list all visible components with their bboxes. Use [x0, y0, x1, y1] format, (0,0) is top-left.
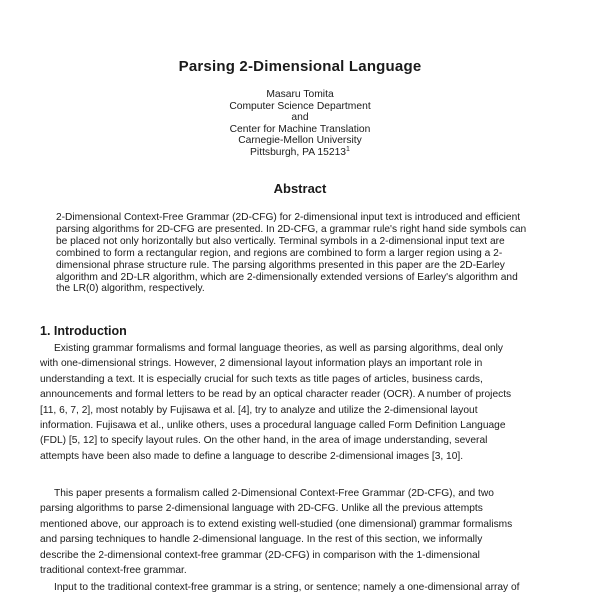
paragraph-line: attempts have been also made to define a language to describe 2-dimensional images [3, 10].: [40, 450, 464, 462]
abstract-line: be placed not only horizontally but also vertically. Terminal symbols in a 2-dimensional input text are: [56, 235, 505, 247]
paragraph-line: [40, 341, 570, 356]
paragraph-line-text: Input to the traditional context-free grammar is a string, or sentence; namely a one-dimensional array of: [54, 582, 520, 593]
paragraph-line: understanding a text. It is especially crucial for such texts as title pages of articles, business cards,: [40, 373, 483, 385]
paragraph-line: information. Fujisawa et al., unlike others, uses a procedural language called Form Definition Language: [40, 420, 506, 432]
section-heading-introduction: 1. Introduction: [40, 324, 127, 338]
abstract-line: the LR(0) algorithm, respectively.: [56, 283, 205, 295]
paragraph-line: with one-dimensional strings. However, 2 dimensional layout information plays an important role in: [40, 358, 483, 370]
paragraph-line: [11, 6, 7, 2], most notably by Fujisawa et al. [4], try to analyze and utilize the 2-dimensional layout: [40, 404, 478, 416]
author-affiliation-and: and: [291, 112, 309, 124]
paragraph-line-text: Existing grammar formalisms and formal language theories, as well as parsing algorithms, deal only: [54, 343, 504, 354]
author-address: [0, 147, 600, 159]
abstract-line: dimensional phrase structure rule. The parsing algorithms presented in this paper are the 2D-Earley: [56, 259, 505, 271]
author-address-text: Pittsburgh, PA 15213: [250, 146, 347, 158]
abstract-line: algorithm and 2D-LR algorithm, which are 2-dimensionally extended versions of Earley's algorithm and: [56, 271, 518, 283]
abstract-line: 2-Dimensional Context-Free Grammar (2D-CFG) for 2-dimensional input text is introduced and efficient: [56, 212, 521, 223]
abstract-heading: Abstract: [273, 181, 327, 196]
paragraph-line: (FDL) [5, 12] to specify layout rules. On the other hand, in the area of image understanding, several: [40, 435, 488, 447]
paragraph-line: describe the 2-dimensional context-free grammar (2D-CFG) in comparison with the 1-dimensional: [40, 549, 480, 561]
abstract-line: combined to form a rectangular region, and regions are combined to form a larger region using a 2-: [56, 247, 503, 259]
paragraph-line: [40, 580, 570, 595]
paragraph-line: announcements and formal letters to be read by an optical character reader (OCR). A number of projects: [40, 389, 512, 401]
paragraph-line: [40, 486, 570, 501]
abstract-body: [56, 212, 566, 295]
intro-paragraph-3: [40, 580, 570, 595]
paragraph-line: traditional context-free grammar.: [40, 565, 187, 577]
abstract-line: parsing algorithms for 2D-CFG are presented. In 2D-CFG, a grammar rule's right hand side symbols can: [56, 223, 527, 235]
author-name: Masaru Tomita: [266, 89, 334, 100]
author-block: [0, 89, 600, 159]
footnote-marker: 1: [346, 145, 350, 153]
paragraph-line: mentioned above, our approach is to extend existing well-studied (one dimensional) grammar formalisms: [40, 518, 513, 530]
paper-title: Parsing 2-Dimensional Language: [178, 58, 422, 75]
author-affiliation-2: Center for Machine Translation: [229, 123, 371, 135]
paragraph-line: parsing algorithms to parse 2-dimensional language with 2D-CFG. Unlike all the previous attempts: [40, 503, 483, 515]
intro-paragraph-2: [40, 486, 570, 578]
author-affiliation-3: Carnegie-Mellon University: [238, 135, 362, 147]
paragraph-line: and parsing techniques to handle 2-dimensional language. In the rest of this section, we informally: [40, 534, 483, 546]
author-affiliation-1: Computer Science Department: [229, 100, 371, 112]
intro-paragraph-1: [40, 341, 570, 464]
paragraph-line-text: This paper presents a formalism called 2-Dimensional Context-Free Grammar (2D-CFG), and two: [54, 488, 494, 499]
